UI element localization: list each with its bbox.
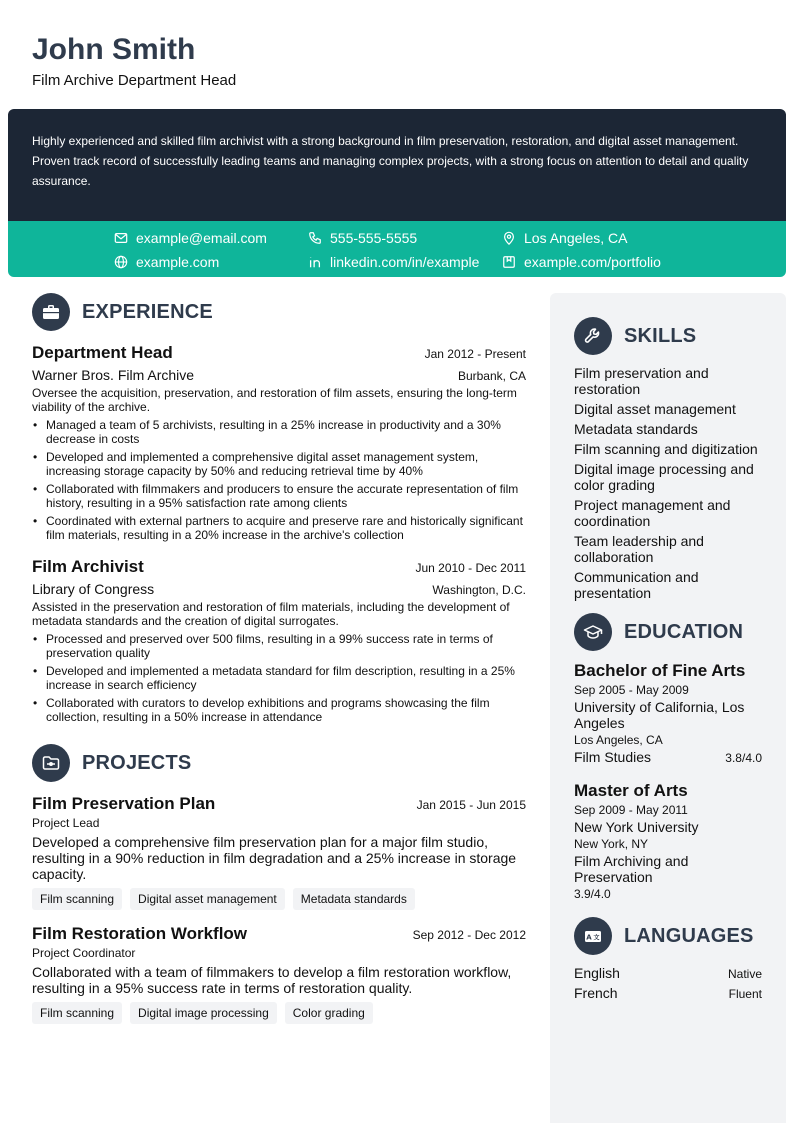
skills-list bbox=[574, 365, 762, 601]
portfolio-icon bbox=[502, 255, 516, 269]
folder-icon bbox=[32, 744, 70, 782]
job-bullet: • Managed a team of 5 archivists, resulting in a 25% increase in productivity and a 30% decrease in costs bbox=[32, 418, 526, 446]
project-role: Project Coordinator bbox=[32, 946, 136, 960]
project-dates: Sep 2012 - Dec 2012 bbox=[412, 928, 526, 942]
globe-icon bbox=[114, 255, 128, 269]
job-description: Assisted in the preservation and restoration of film materials, including the development of metadata standards and the creation of digital surrogates. bbox=[32, 600, 510, 628]
education-header bbox=[574, 613, 762, 651]
job-bullet: • Processed and preserved over 500 films, resulting in a 99% success rate in terms of preservation quality bbox=[32, 632, 526, 660]
experience-item bbox=[32, 343, 526, 542]
job-bullet: • Collaborated with curators to develop exhibitions and programs showcasing the film collection, resulting in a 50% increase in attendance bbox=[32, 696, 526, 724]
contact-phone[interactable] bbox=[308, 229, 417, 247]
job-dates: Jun 2010 - Dec 2011 bbox=[415, 561, 526, 575]
project-tag: Film scanning bbox=[32, 1002, 122, 1024]
job-title: Film Archivist bbox=[32, 557, 144, 576]
job-bullets bbox=[32, 418, 526, 542]
skills-section bbox=[574, 317, 762, 601]
school: University of California, Los Angeles bbox=[574, 699, 745, 731]
project-tag: Digital image processing bbox=[130, 1002, 277, 1024]
email-text: example@email.com bbox=[136, 230, 267, 246]
job-bullet: • Collaborated with filmmakers and producers to ensure the accurate representation of film history, resulting in a 95% satisfaction rate among clients bbox=[32, 482, 526, 510]
experience-title: EXPERIENCE bbox=[82, 300, 213, 323]
job-dates: Jan 2012 - Present bbox=[424, 347, 526, 361]
skill-item: Digital image processing and color grading bbox=[574, 461, 754, 493]
language-name: French bbox=[574, 985, 618, 1001]
contact-linkedin[interactable] bbox=[308, 253, 479, 271]
summary: Highly experienced and skilled film archivist with a strong background in film preservation, restoration, and digital asset management. Proven track record of successfully leading teams and managing complex projects, with a strong focus on attention to detail and quality assurance. bbox=[8, 109, 786, 221]
resume-header bbox=[32, 32, 236, 90]
skills-header bbox=[574, 317, 762, 355]
languages-section bbox=[574, 917, 762, 1001]
education-section bbox=[574, 613, 762, 903]
job-bullet: • Developed and implemented a metadata standard for film description, resulting in a 25% increase in search efficiency bbox=[32, 664, 526, 692]
skill-item: Metadata standards bbox=[574, 421, 698, 437]
projects-header bbox=[32, 744, 526, 782]
degree: Master of Arts bbox=[574, 781, 688, 800]
experience-header bbox=[32, 293, 526, 331]
job-location: Washington, D.C. bbox=[432, 583, 526, 597]
candidate-name: John Smith bbox=[32, 33, 196, 66]
project-item bbox=[32, 794, 526, 910]
education-dates: Sep 2005 - May 2009 bbox=[574, 683, 689, 697]
language-name: English bbox=[574, 965, 620, 981]
svg-text:文: 文 bbox=[593, 934, 600, 942]
translate-icon bbox=[574, 917, 612, 955]
job-bullet: • Coordinated with external partners to acquire and preserve rare and historically significant film materials, resulting in a 20% increase in the archive's collection bbox=[32, 514, 526, 542]
phone-icon bbox=[308, 231, 322, 245]
job-company: Warner Bros. Film Archive bbox=[32, 367, 195, 383]
linkedin-text: linkedin.com/in/example bbox=[330, 254, 480, 270]
language-item bbox=[574, 965, 762, 981]
experience-item bbox=[32, 557, 526, 724]
education-item bbox=[574, 781, 762, 903]
graduation-cap-icon bbox=[574, 613, 612, 651]
project-description: Collaborated with a team of filmmakers to develop a film restoration workflow, resulting in a 95% success rate in terms of restoration quality. bbox=[32, 964, 512, 996]
languages-title: LANGUAGES bbox=[624, 924, 754, 947]
language-level: Fluent bbox=[728, 987, 762, 1001]
degree: Bachelor of Fine Arts bbox=[574, 661, 746, 680]
briefcase-icon bbox=[32, 293, 70, 331]
skills-title: SKILLS bbox=[624, 324, 697, 347]
project-tag: Color grading bbox=[285, 1002, 373, 1024]
location-pin-icon bbox=[502, 231, 516, 245]
school-location: Los Angeles, CA bbox=[574, 733, 663, 747]
languages-list bbox=[574, 965, 762, 1001]
project-tag: Film scanning bbox=[32, 888, 122, 910]
location-text: Los Angeles, CA bbox=[524, 230, 628, 246]
contact-website[interactable] bbox=[114, 253, 219, 271]
linkedin-icon bbox=[308, 255, 322, 269]
languages-header bbox=[574, 917, 762, 955]
wrench-icon bbox=[574, 317, 612, 355]
contact-bar bbox=[8, 221, 786, 277]
skill-item: Project management and coordination bbox=[574, 497, 731, 529]
skill-item: Film preservation and restoration bbox=[574, 365, 709, 397]
project-tag: Digital asset management bbox=[130, 888, 285, 910]
main-column bbox=[32, 293, 526, 1024]
education-title: EDUCATION bbox=[624, 620, 744, 643]
project-title: Film Restoration Workflow bbox=[32, 924, 248, 943]
skill-item: Team leadership and collaboration bbox=[574, 533, 704, 565]
contact-location bbox=[502, 229, 628, 247]
project-dates: Jan 2015 - Jun 2015 bbox=[416, 798, 526, 812]
skill-item: Film scanning and digitization bbox=[574, 441, 758, 457]
job-bullet: • Developed and implemented a comprehensive digital asset management system, increasing storage capacity by 50% and reducing retrieval time by 40% bbox=[32, 450, 526, 478]
candidate-title: Film Archive Department Head bbox=[32, 72, 237, 89]
project-title: Film Preservation Plan bbox=[32, 794, 216, 813]
school-location: New York, NY bbox=[574, 837, 649, 851]
gpa: 3.8/4.0 bbox=[725, 751, 762, 765]
gpa: 3.9/4.0 bbox=[574, 887, 611, 901]
job-bullets bbox=[32, 632, 526, 724]
sidebar bbox=[550, 293, 786, 1123]
job-title: Department Head bbox=[32, 343, 173, 362]
project-description: Developed a comprehensive film preservation plan for a major film studio, resulting in a 90% reduction in film degradation and a 25% increase in storage capacity. bbox=[32, 834, 517, 882]
field-of-study: Film Studies bbox=[574, 749, 652, 765]
language-level: Native bbox=[727, 967, 762, 981]
skill-item: Digital asset management bbox=[574, 401, 736, 417]
phone-text: 555-555-5555 bbox=[330, 230, 418, 246]
portfolio-text: example.com/portfolio bbox=[524, 254, 661, 270]
experience-section bbox=[32, 293, 526, 724]
projects-section bbox=[32, 744, 526, 1024]
project-tags bbox=[32, 1002, 526, 1024]
field-of-study: Film Archiving and Preservation bbox=[574, 853, 689, 885]
website-text: example.com bbox=[136, 254, 220, 270]
education-item bbox=[574, 661, 762, 767]
project-tag: Metadata standards bbox=[293, 888, 415, 910]
skill-item: Communication and presentation bbox=[574, 569, 699, 601]
job-company: Library of Congress bbox=[32, 581, 155, 597]
project-role: Project Lead bbox=[32, 816, 100, 830]
project-tags bbox=[32, 888, 526, 910]
job-description: Oversee the acquisition, preservation, and restoration of film assets, ensuring the long-term viability of the archive. bbox=[32, 386, 517, 414]
job-location: Burbank, CA bbox=[457, 369, 526, 383]
projects-title: PROJECTS bbox=[82, 751, 192, 774]
svg-text:A: A bbox=[586, 933, 592, 942]
project-item bbox=[32, 924, 526, 1024]
school: New York University bbox=[574, 819, 699, 835]
education-dates: Sep 2009 - May 2011 bbox=[574, 803, 688, 817]
language-item bbox=[574, 985, 762, 1001]
mail-icon bbox=[114, 231, 128, 245]
contact-portfolio[interactable] bbox=[502, 253, 661, 271]
contact-email[interactable] bbox=[114, 229, 267, 247]
